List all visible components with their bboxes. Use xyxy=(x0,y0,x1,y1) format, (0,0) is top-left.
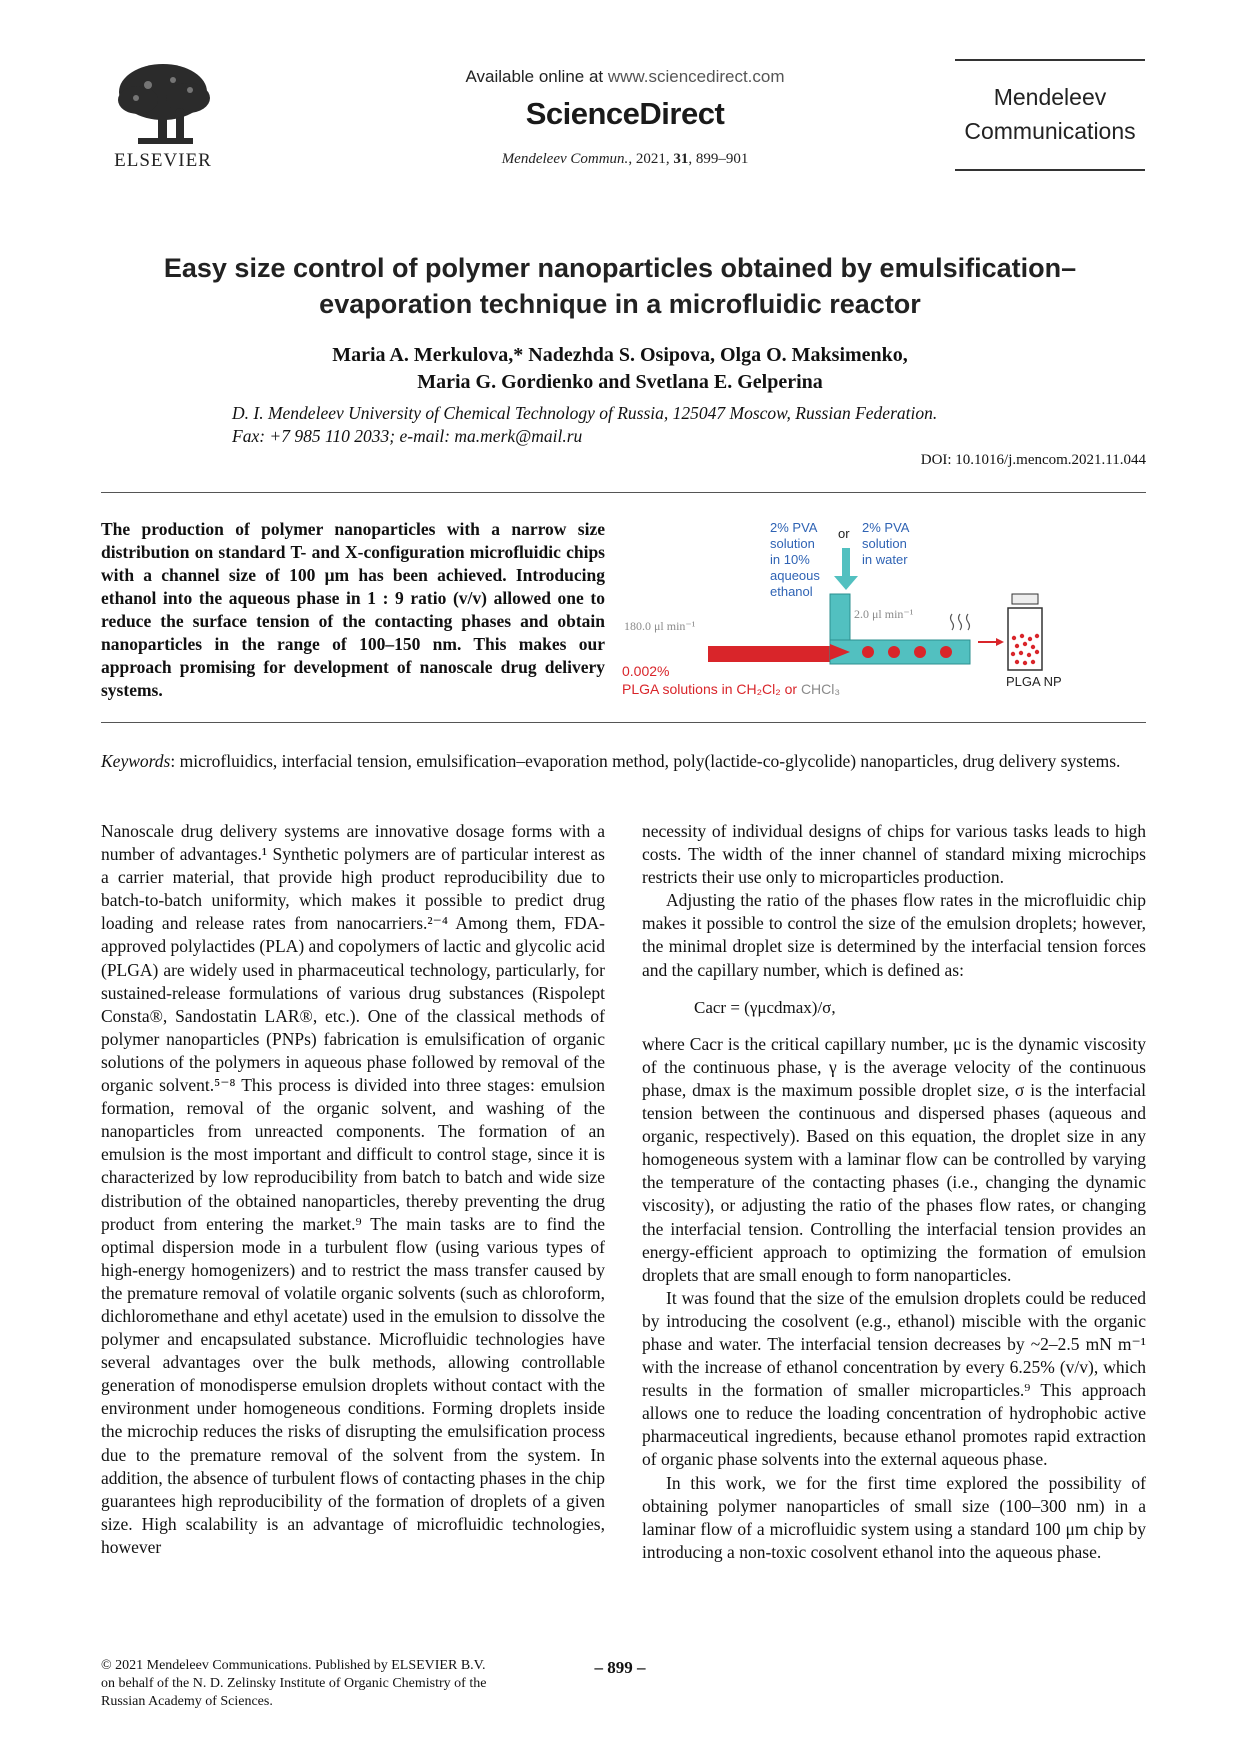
sciencedirect-link[interactable]: www.sciencedirect.com xyxy=(607,67,785,86)
pva-ethanol-label-4: aqueous xyxy=(770,568,820,583)
keywords xyxy=(101,750,1146,773)
body-paragraph: where Cacr is the critical capillary number, μc is the dynamic viscosity of the continuous phase, γ is the average velocity of the continuous phase, dmax is the maximum possible droplet size, σ is the interfacial tension between the continuous and dispersed phases (aqueous and organic, respectively). Based on this equation, the droplet size in any homogeneous system with a laminar flow can be controlled by varying the temperature of the contacting phases (i.e., changing the dynamic viscosity), or adjusting the ratio of the phases flow rates, or changing the interfacial tension. Controlling the interfacial tension provides an energy-efficient approach to optimizing the formation of emulsion droplets that are small enough to form nanoparticles. xyxy=(642,1033,1146,1285)
plga-np-label: PLGA NP xyxy=(1006,674,1062,689)
vertical-aqueous-channel xyxy=(830,594,850,646)
aqueous-inlet-arrow-shaft xyxy=(842,548,850,578)
doi-link[interactable]: DOI: 10.1016/j.mencom.2021.11.044 xyxy=(920,452,1146,468)
output-arrow-head xyxy=(996,638,1004,646)
divider-top xyxy=(101,492,1146,493)
aqueous-inlet-arrow-head xyxy=(834,576,858,590)
body-paragraph: Nanoscale drug delivery systems are innovative dosage forms with a number of advantages.¹ Synthetic polymers are of particular interest as a carrier material, that provide high product reproducibility due to batch-to-batch uniformity, which makes it possible to predict drug loading and release rates from nanocarriers.²⁻⁴ Among them, FDA-approved polylactides (PLA) and copolymers of lactic and glycolic acid (PLGA) are widely used in pharmaceutical technology, particularly, for sustained-release formulations of various drug substances (Rispolept Consta®, Sandostatin LAR®, etc.). One of the classical methods of polymer nanoparticles (PNPs) fabrication is emulsification of organic solutions of the polymers in aqueous phase followed by removal of the organic solvent.⁵⁻⁸ This process is divided into three stages: emulsion formation, removal of the organic solvent, and washing of the nanoparticles from unreacted components. The formation of an emulsion is the most important and difficult to control stage, since it is characterized by low reproducibility from batch to batch and wide size distribution of the obtained nanoparticles, thereby preventing the drug product from entering the market.⁹ The main tasks are to find the optimal dispersion mode in a turbulent flow (using various types of high-energy homogenizers) and to restrict the mass transfer caused by the premature removal of volatile organic solvents (such as chloroform, dichloromethane and ethyl acetate) used in the emulsion to dissolve the polymer and encapsulated substance. Microfluidic technologies have several advantages over the bulk methods, allowing controllable generation of monodisperse emulsion droplets without contact with the environment under homogeneous conditions. Forming droplets inside the microchip reduces the risks of disrupting the emulsification process due to the premature removal of the solvent from the system. In addition, the absence of turbulent flows of contacting phases in the chip guarantees high reproducibility of the formation of droplets of a given size. High scalability is an advantage of microfluidic technologies, however xyxy=(101,821,605,1557)
body-column-left xyxy=(101,820,605,1559)
keywords-label: Keywords xyxy=(101,751,171,771)
capillary-number-formula: Cacr = (γμcdmax)/σ, xyxy=(694,997,836,1017)
keywords-list: : microfluidics, interfacial tension, emulsification–evaporation method, poly(lactide-co-glycolide) nanoparticles, drug delivery systems. xyxy=(170,751,1121,771)
microfluidic-chip-diagram xyxy=(622,518,1080,708)
affiliation: D. I. Mendeleev University of Chemical Technology of Russia, 125047 Moscow, Russian Federation. Fax: +7 985 110 2033; e-mail: ma.merk@mail.ru xyxy=(232,402,1132,448)
pva-ethanol-label-3: in 10% xyxy=(770,552,810,567)
body-paragraph: Adjusting the ratio of the phases flow rates in the microfluidic chip makes it possible to control the size of the emulsion droplets; however, the minimal droplet size is determined by the interfacial tension forces and the capillary number, which is defined as: xyxy=(642,890,1146,980)
graphical-abstract-text: The production of polymer nanoparticles with a narrow size distribution on standard T- and X-configuration microfluidic chips with a channel size of 100 μm has been achieved. Introducing ethanol into the aqueous phase in 1 : 9 ratio (v/v) allowed one to reduce the surface tension of the contacting phases and obtain nanoparticles in the range of 100–150 nm. This makes our approach promising for development of nanoscale drug delivery systems. xyxy=(101,519,605,700)
available-online-line xyxy=(430,67,820,87)
body-paragraph: In this work, we for the first time explored the possibility of obtaining polymer nanoparticles of small size (100–300 nm) in a laminar flow of a microfluidic system using a standard 100 μm chip by introducing a non-toxic cosolvent ethanol into the aqueous phase. xyxy=(642,1472,1146,1562)
organic-flow-rate: 180.0 μl min⁻¹ xyxy=(624,619,696,633)
author-list: Maria A. Merkulova,* Nadezhda S. Osipova, Olga O. Maksimenko, Maria G. Gordienko and Svetlana E. Gelperina xyxy=(332,344,908,393)
pva-ethanol-label-2: solution xyxy=(770,536,815,551)
droplet xyxy=(888,646,900,658)
article-title: Easy size control of polymer nanoparticles obtained by emulsification– evaporation technique in a microfluidic reactor xyxy=(163,253,1077,319)
page-number: – 899 – xyxy=(594,1658,646,1677)
sciencedirect-logo: ScienceDirect xyxy=(525,96,725,131)
body-column-right xyxy=(642,820,1146,1564)
journal-citation: Mendeleev Commun., 2021, 31, 899–901 xyxy=(501,151,749,167)
droplet xyxy=(940,646,952,658)
copyright-notice: © 2021 Mendeleev Communications. Published by ELSEVIER B.V. on behalf of the N. D. Zelinsky Institute of Organic Chemistry of the Russian Academy of Sciences. xyxy=(101,1658,487,1709)
contact-info: Fax: +7 985 110 2033; e-mail: ma.merk@mail.ru xyxy=(232,426,583,446)
journal-name: Mendeleev Communications xyxy=(964,84,1136,144)
droplet xyxy=(862,646,874,658)
vial-cap xyxy=(1012,594,1038,604)
organic-inlet-channel xyxy=(708,646,834,662)
aqueous-flow-rate: 2.0 μl min⁻¹ xyxy=(854,607,914,621)
droplet xyxy=(914,646,926,658)
evaporation-icon xyxy=(951,614,970,630)
body-paragraph: necessity of individual designs of chips for various tasks leads to high costs. The width of the inner channel of standard mixing microchips restricts their use only to microparticles production. xyxy=(642,821,1146,888)
available-prefix: Available online at xyxy=(465,67,608,86)
pva-ethanol-label-1: 2% PVA xyxy=(770,520,818,535)
plga-concentration: 0.002% xyxy=(622,663,670,679)
publisher-name: ELSEVIER xyxy=(114,150,212,171)
pva-water-label-2: solution xyxy=(862,536,907,551)
pva-water-label-1: 2% PVA xyxy=(862,520,910,535)
or-label: or xyxy=(838,526,850,541)
divider-middle xyxy=(101,722,1146,723)
pva-ethanol-label-5: ethanol xyxy=(770,584,813,599)
plga-solutions-label: PLGA solutions in CH₂Cl₂ or CHCl₃ xyxy=(622,681,841,697)
pva-water-label-3: in water xyxy=(862,552,908,567)
body-paragraph: It was found that the size of the emulsion droplets could be reduced by introducing the cosolvent (e.g., ethanol) miscible with the organic phase and water. The interfacial tension decreases by ~2–2.5 mN m⁻¹ with the increase of ethanol concentration by every 6.25% (v/v), which results in the formation of smaller microparticles.⁹ This approach allows one to reduce the loading concentration of hydrophobic active pharmaceutical ingredients, because ethanol promotes rapid extraction of organic phase solvents into the external aqueous phase. xyxy=(642,1287,1146,1470)
